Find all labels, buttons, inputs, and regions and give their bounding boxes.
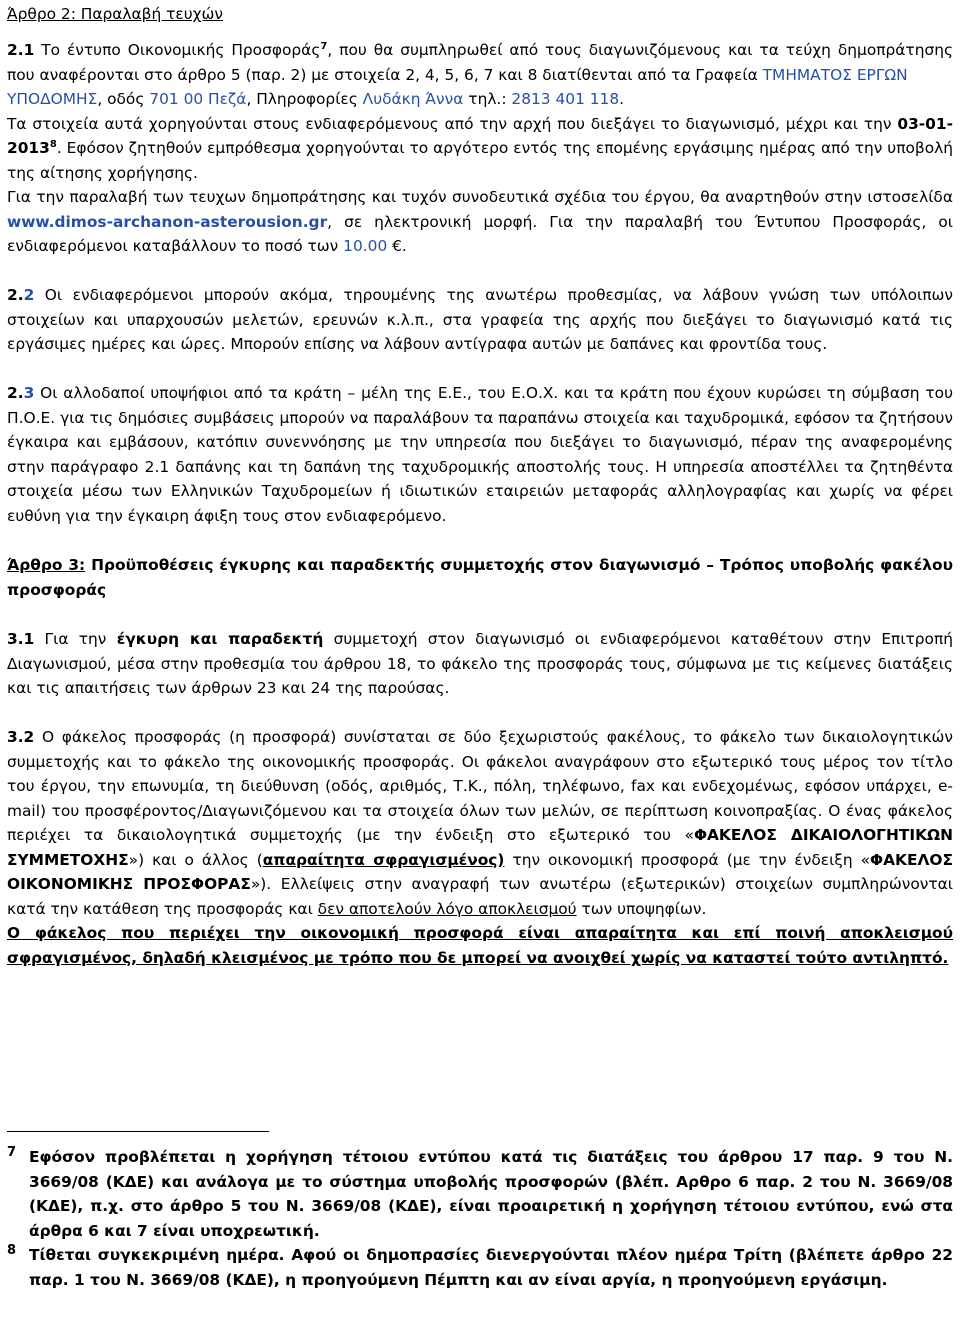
contact-person: Λυδάκη Άννα <box>362 90 464 108</box>
website-link[interactable]: www.dimos-archanon-asterousion.gr <box>7 212 328 231</box>
envelope-label-2: ΦΑΚΕΛΟΣ ΟΙΚΟΝΟΜΙΚΗΣ ΠΡΟΣΦΟΡΑΣ <box>7 850 953 893</box>
article-3-label: Άρθρο 3: <box>7 555 86 574</box>
emphasis: έγκυρη και παραδεκτή <box>116 630 324 648</box>
address: 701 00 Πεζά <box>149 90 247 108</box>
article-2-heading: Άρθρο 2: Παραλαβή τευχών <box>7 5 224 23</box>
footnote-separator <box>7 1131 269 1132</box>
paragraph-3-2-final: Ο φάκελος που περιέχει την οικονομική προσφορά είναι απαραίτητα και επί ποινή αποκλεισμού σφραγισμένος, δηλαδή κλεισμένος με τρόπο που δε μπορεί να ανοιχθεί χωρίς να καταστεί τούτο αντιληπτό. <box>7 924 953 967</box>
paragraph-3-2: 3.2 Ο φάκελος προσφοράς (η προσφορά) συνίσταται σε δύο ξεχωριστούς φακέλους, το φάκελο των δικαιολογητικών συμμετοχής και το φάκελο της οικονομικής προσφοράς. Οι φάκελοι αναγράφουν στο εξωτερικό τους μέρος τον τίτλο του έργου, την επωνυμία, τη διεύθυνση (οδός, αριθμός, Τ.Κ., πόλη, τηλέφωνο, fax και ενδεχομένως, εφόσον υπάρχει, e-mail) του προσφέροντος/Διαγωνιζόμενου και τα στοιχεία όλων των μελών, σε περίπτωση κοινοπραξίας. Ο ένας φάκελος περιέχει τα δικαιολογητικά συμμετοχής (με την ένδειξη στο εξωτερικό του «ΦΑΚΕΛΟΣ ΔΙΚΑΙΟΛΟΓΗΤΙΚΩΝ ΣΥΜΜΕΤΟΧΗΣ») και ο άλλος (απαραίτητα σφραγισμένος) την οικονομική προσφορά (με την ένδειξη «ΦΑΚΕΛΟΣ ΟΙΚΟΝΟΜΙΚΗΣ ΠΡΟΣΦΟΡΑΣ»). Ελλείψεις στην αναγραφή των ανωτέρω (εξωτερικών) στοιχείων συμπληρώνονται κατά την κατάθεση της προσφοράς και δεν αποτελούν λόγο αποκλεισμού των υποψηφίων. <box>7 728 953 918</box>
para-number: 3.1 <box>7 630 35 648</box>
footnote-8 <box>7 1243 953 1292</box>
footnote-text: Τίθεται συγκεκριμένη ημέρα. Αφού οι δημοπρασίες διενεργούνται πλέον ημέρα Τρίτη (βλέπετε άρθρο 22 παρ. 1 του Ν. 3669/08 (ΚΔΕ), η προηγούμενη Πέμπτη και αν είναι αργία, η προηγούμενη εργάσιμη. <box>29 1246 953 1289</box>
paragraph-2-3: 2.3 Οι αλλοδαποί υποψήφιοι από τα κράτη – μέλη της Ε.Ε., του Ε.Ο.Χ. και τα κράτη που έχουν κυρώσει τη σύμβαση του Π.Ο.Ε. για τις δημόσιες συμβάσεις μπορούν να παραλάβουν τα παραπάνω στοιχεία και ταχυδρομικά, εφόσον τα ζητήσουν έγκαιρα και εμβάσουν, κατόπιν συνεννόησης με την υπηρεσία που διεξάγει το διαγωνισμό, πέραν της αναφερομένης στην παράγραφο 2.1 δαπάνης και τη δαπάνη της ταχυδρομικής αποστολής τους. Η υπηρεσία αποστέλλει τα ζητηθέντα στοιχεία μέσω των Ελληνικών Ταχυδρομείων ή ιδιωτικών εταιρειών μεταφοράς αλληλογραφίας και χωρίς να φέρει ευθύνη για την έγκαιρη άφιξη τους στον ενδιαφερόμενο. <box>7 384 953 525</box>
para-number-sub: 2 <box>23 286 35 304</box>
para-number: 2. <box>7 286 24 304</box>
envelope-label-1: ΦΑΚΕΛΟΣ ΔΙΚΑΙΟΛΟΓΗΤΙΚΩΝ ΣΥΜΜΕΤΟΧΗΣ <box>7 826 953 869</box>
para-number-sub: 3 <box>23 384 35 402</box>
footnote-ref-7[interactable]: 7 <box>320 40 328 52</box>
paragraph-2-1-website: Για την παραλαβή των τευχων δημοπράτησης και τυχόν συνοδευτικά σχέδια του έργου, θα αναρτηθούν στην ιστοσελίδα www.dimos-archanon-asterousion.gr, σε ηλεκτρονική μορφή. Για την παραλαβή του Έντυπου Προσφοράς, οι ενδιαφερόμενοι καταβάλλουν το ποσό των 10.00 €. <box>7 188 953 255</box>
article-3-title: Προϋποθέσεις έγκυρης και παραδεκτής συμμετοχής στον διαγωνισμό – Τρόπος υποβολής φακέλου προσφοράς <box>7 555 953 599</box>
fee-amount: 10.00 <box>343 237 388 255</box>
office-name-2: ΥΠΟΔΟΜΗΣ <box>7 90 98 108</box>
footnote-text: Εφόσον προβλέπεται η χορήγηση τέτοιου εντύπου κατά τις διατάξεις του άρθρου 17 παρ. 9 του Ν. 3669/08 (ΚΔΕ) και ανάλογα με το σύστημα υποβολής προσφορών (βλέπ. Αρθρο 6 παρ. 2 του Ν. 3669/08 (ΚΔΕ), π.χ. στο άρθρο 5 του Ν. 3669/08 (ΚΔΕ), είναι προαιρετική η χορήγηση τέτοιου εντύπου, ενώ στα άρθρα 6 και 7 είναι υποχρεωτική. <box>29 1148 953 1240</box>
para-number: 2. <box>7 384 24 402</box>
deadline-date: 03-01-2013 <box>7 114 953 157</box>
paragraph-2-1-dates: Τα στοιχεία αυτά χορηγούνται στους ενδιαφερόμενους από την αρχή που διεξάγει το διαγωνισμό, μέχρι και την 03-01-2013$^8$. Εφόσον ζητηθούν εμπρόθεσμα χορηγούνται το αργότερο εντός της επομένης εργάσιμης ημέρας από την υποβολή της αίτησης χορήγησης. <box>7 114 953 182</box>
footnote-number: 8 <box>7 1243 17 1258</box>
para-number-sub: 1 <box>23 41 35 59</box>
document-page <box>7 0 953 970</box>
footnote-ref-8[interactable]: 8 <box>49 138 57 150</box>
paragraph-3-1: 3.1 Για την έγκυρη και παραδεκτή συμμετοχή στον διαγωνισμό οι ενδιαφερόμενοι καταθέτουν στην Επιτροπή Διαγωνισμού, μέσα στην προθεσμία του άρθρου 18, το φάκελο της προσφοράς τους, σύμφωνα με τις κείμενες διατάξεις και τις απαιτήσεις των άρθρων 23 και 24 της παρούσας. <box>7 630 953 697</box>
phone-number: 2813 401 118 <box>511 90 620 108</box>
footnote-number: 7 <box>7 1145 17 1160</box>
footnotes <box>7 1131 953 1292</box>
office-name: ΤΜΗΜΑΤΟΣ ΕΡΓΩΝ <box>762 65 908 84</box>
para-number: 3.2 <box>7 728 35 746</box>
no-exclusion-note: δεν αποτελούν λόγο αποκλεισμού <box>317 899 577 918</box>
sealed-note: απαραίτητα σφραγισμένος) <box>262 850 505 869</box>
paragraph-2-1: 2.1 Το έντυπο Οικονομικής Προσφοράς$^7$, που θα συμπληρωθεί από τους διαγωνιζόμενους και τα τεύχη δημοπράτησης που αναφέρονται στο άρθρο 5 (παρ. 2) με στοιχεία 2, 4, 5, 6, 7 και 8 διατίθενται από τα Γραφεία ΤΜΗΜΑΤΟΣ ΕΡΓΩΝ ΥΠΟΔΟΜΗΣ, οδός 701 00 Πεζά, Πληροφορίες Λυδάκη Άννα τηλ.: 2813 401 118. <box>7 40 953 108</box>
article-3-heading <box>7 553 953 603</box>
paragraph-2-2: 2.2 Οι ενδιαφερόμενοι μπορούν ακόμα, τηρουμένης της ανωτέρω προθεσμίας, να λάβουν γνώση των υπόλοιπων στοιχείων και υπαρχουσών μελετών, ερευνών κ.λ.π., στα γραφεία της αρχής που διεξάγει το διαγωνισμό κατά τις εργάσιμες ημέρες και ώρες. Μπορούν επίσης να λάβουν αντίγραφα αυτών με δαπάνες και φροντίδα τους. <box>7 286 953 353</box>
footnote-7 <box>7 1145 953 1243</box>
para-number: 2. <box>7 41 24 59</box>
